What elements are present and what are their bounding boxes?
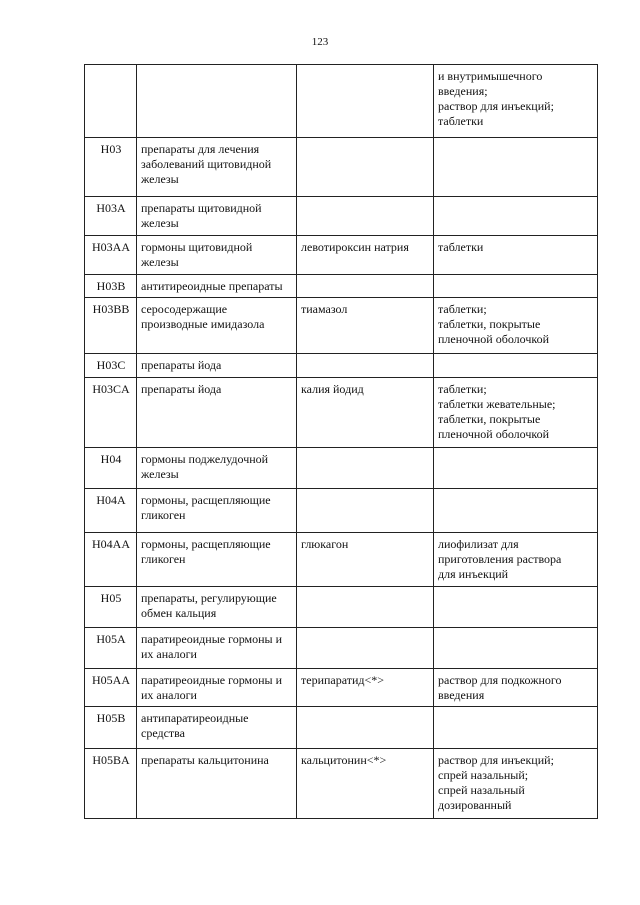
cell-text-line: паратиреоидные гормоны и bbox=[141, 632, 283, 646]
anatomical-group-cell bbox=[137, 489, 297, 533]
dosage-forms-cell bbox=[434, 749, 598, 819]
drug-name-cell bbox=[297, 354, 434, 378]
cell-text-line: гликоген bbox=[141, 552, 186, 566]
atc-code-cell: H03BB bbox=[85, 298, 137, 354]
drug-name-cell bbox=[297, 298, 434, 354]
atc-code-cell: H05 bbox=[85, 587, 137, 628]
table-row bbox=[85, 65, 598, 138]
dosage-forms-cell bbox=[434, 707, 598, 749]
cell-text-line: левотироксин натрия bbox=[301, 240, 409, 254]
cell-text-line: гормоны, расщепляющие bbox=[141, 493, 271, 507]
cell-text-line: калия йодид bbox=[301, 382, 364, 396]
cell-text-line: пленочной оболочкой bbox=[438, 332, 550, 346]
cell-text-line: таблетки, покрытые bbox=[438, 412, 541, 426]
table-row bbox=[85, 138, 598, 197]
table-row bbox=[85, 533, 598, 587]
cell-text-line: препараты для лечения bbox=[141, 142, 260, 156]
table-row bbox=[85, 236, 598, 275]
cell-text-line: антипаратиреоидные bbox=[141, 711, 249, 725]
drug-name-cell bbox=[297, 378, 434, 448]
drug-name-cell bbox=[297, 707, 434, 749]
cell-text-line: спрей назальный bbox=[438, 783, 525, 797]
cell-text-line: дозированный bbox=[438, 798, 512, 812]
cell-text-line: заболеваний щитовидной bbox=[141, 157, 272, 171]
atc-code-cell: H03B bbox=[85, 275, 137, 298]
table-row bbox=[85, 378, 598, 448]
dosage-forms-cell bbox=[434, 298, 598, 354]
cell-text-line: их аналоги bbox=[141, 688, 197, 702]
drug-name-cell bbox=[297, 236, 434, 275]
atc-code-cell: H05AA bbox=[85, 669, 137, 707]
drug-name-cell bbox=[297, 669, 434, 707]
cell-text-line: и внутримышечного bbox=[438, 69, 543, 83]
dosage-forms-cell bbox=[434, 378, 598, 448]
cell-text-line: пленочной оболочкой bbox=[438, 427, 550, 441]
cell-text-line: глюкагон bbox=[301, 537, 349, 551]
atc-code-cell: H04AA bbox=[85, 533, 137, 587]
anatomical-group-cell bbox=[137, 138, 297, 197]
cell-text-line: производные имидазола bbox=[141, 317, 265, 331]
drug-name-cell bbox=[297, 197, 434, 236]
anatomical-group-cell bbox=[137, 197, 297, 236]
cell-text-line: раствор для инъекций; bbox=[438, 753, 554, 767]
cell-text-line: препараты кальцитонина bbox=[141, 753, 269, 767]
dosage-forms-cell bbox=[434, 533, 598, 587]
table-row bbox=[85, 354, 598, 378]
anatomical-group-cell bbox=[137, 354, 297, 378]
table-row bbox=[85, 489, 598, 533]
table-row bbox=[85, 669, 598, 707]
dosage-forms-cell bbox=[434, 669, 598, 707]
table-body bbox=[85, 65, 598, 819]
atc-code-cell: H03 bbox=[85, 138, 137, 197]
cell-text-line: тиамазол bbox=[301, 302, 348, 316]
cell-text-line: таблетки bbox=[438, 114, 484, 128]
cell-text-line: железы bbox=[141, 467, 179, 481]
atc-code-cell: H03CA bbox=[85, 378, 137, 448]
dosage-forms-cell bbox=[434, 628, 598, 669]
anatomical-group-cell bbox=[137, 749, 297, 819]
cell-text-line: лиофилизат для bbox=[438, 537, 519, 551]
table-row bbox=[85, 197, 598, 236]
cell-text-line: их аналоги bbox=[141, 647, 197, 661]
table-row bbox=[85, 275, 598, 298]
table-row bbox=[85, 298, 598, 354]
cell-text-line: раствор для инъекций; bbox=[438, 99, 554, 113]
cell-text-line: препараты йода bbox=[141, 382, 222, 396]
anatomical-group-cell bbox=[137, 448, 297, 489]
cell-text-line: таблетки; bbox=[438, 382, 487, 396]
cell-text-line: кальцитонин<*> bbox=[301, 753, 387, 767]
cell-text-line: гормоны, расщепляющие bbox=[141, 537, 271, 551]
cell-text-line: таблетки; bbox=[438, 302, 487, 316]
table-row bbox=[85, 448, 598, 489]
drug-classification-table bbox=[84, 64, 598, 819]
cell-text-line: терипаратид<*> bbox=[301, 673, 385, 687]
anatomical-group-cell bbox=[137, 628, 297, 669]
cell-text-line: паратиреоидные гормоны и bbox=[141, 673, 283, 687]
cell-text-line: антитиреоидные препараты bbox=[141, 279, 283, 293]
cell-text-line: введения bbox=[438, 688, 485, 702]
dosage-forms-cell bbox=[434, 138, 598, 197]
table-row bbox=[85, 749, 598, 819]
cell-text-line: приготовления раствора bbox=[438, 552, 562, 566]
cell-text-line: гормоны щитовидной bbox=[141, 240, 253, 254]
dosage-forms-cell bbox=[434, 275, 598, 298]
drug-name-cell bbox=[297, 138, 434, 197]
drug-name-cell bbox=[297, 448, 434, 489]
drug-name-cell bbox=[297, 587, 434, 628]
cell-text-line: таблетки жевательные; bbox=[438, 397, 556, 411]
cell-text-line: для инъекций bbox=[438, 567, 509, 581]
anatomical-group-cell bbox=[137, 378, 297, 448]
anatomical-group-cell bbox=[137, 275, 297, 298]
dosage-forms-cell bbox=[434, 489, 598, 533]
cell-text-line: железы bbox=[141, 216, 179, 230]
table-row bbox=[85, 628, 598, 669]
atc-code-cell: H04A bbox=[85, 489, 137, 533]
dosage-forms-cell bbox=[434, 65, 598, 138]
dosage-forms-cell bbox=[434, 236, 598, 275]
dosage-forms-cell bbox=[434, 587, 598, 628]
atc-code-cell: H05A bbox=[85, 628, 137, 669]
atc-code-cell: H03C bbox=[85, 354, 137, 378]
drug-name-cell bbox=[297, 65, 434, 138]
atc-code-cell bbox=[85, 65, 137, 138]
anatomical-group-cell bbox=[137, 707, 297, 749]
atc-code-cell: H05BA bbox=[85, 749, 137, 819]
atc-code-cell: H03A bbox=[85, 197, 137, 236]
anatomical-group-cell bbox=[137, 65, 297, 138]
anatomical-group-cell bbox=[137, 669, 297, 707]
table-row bbox=[85, 707, 598, 749]
anatomical-group-cell bbox=[137, 533, 297, 587]
table-row bbox=[85, 587, 598, 628]
atc-code-cell: H04 bbox=[85, 448, 137, 489]
cell-text-line: препараты, регулирующие bbox=[141, 591, 277, 605]
cell-text-line: железы bbox=[141, 172, 179, 186]
cell-text-line: железы bbox=[141, 255, 179, 269]
drug-name-cell bbox=[297, 533, 434, 587]
cell-text-line: введения; bbox=[438, 84, 488, 98]
dosage-forms-cell bbox=[434, 448, 598, 489]
cell-text-line: гормоны поджелудочной bbox=[141, 452, 269, 466]
cell-text-line: таблетки, покрытые bbox=[438, 317, 541, 331]
atc-code-cell: H03AA bbox=[85, 236, 137, 275]
cell-text-line: таблетки bbox=[438, 240, 484, 254]
drug-name-cell bbox=[297, 628, 434, 669]
cell-text-line: средства bbox=[141, 726, 186, 740]
anatomical-group-cell bbox=[137, 587, 297, 628]
cell-text-line: раствор для подкожного bbox=[438, 673, 562, 687]
page-number: 123 bbox=[311, 36, 329, 48]
drug-name-cell bbox=[297, 749, 434, 819]
cell-text-line: препараты щитовидной bbox=[141, 201, 262, 215]
atc-code-cell: H05B bbox=[85, 707, 137, 749]
anatomical-group-cell bbox=[137, 298, 297, 354]
dosage-forms-cell bbox=[434, 197, 598, 236]
drug-name-cell bbox=[297, 489, 434, 533]
anatomical-group-cell bbox=[137, 236, 297, 275]
drug-name-cell bbox=[297, 275, 434, 298]
cell-text-line: обмен кальция bbox=[141, 606, 217, 620]
cell-text-line: гликоген bbox=[141, 508, 186, 522]
dosage-forms-cell bbox=[434, 354, 598, 378]
cell-text-line: серосодержащие bbox=[141, 302, 228, 316]
cell-text-line: препараты йода bbox=[141, 358, 222, 372]
cell-text-line: спрей назальный; bbox=[438, 768, 529, 782]
